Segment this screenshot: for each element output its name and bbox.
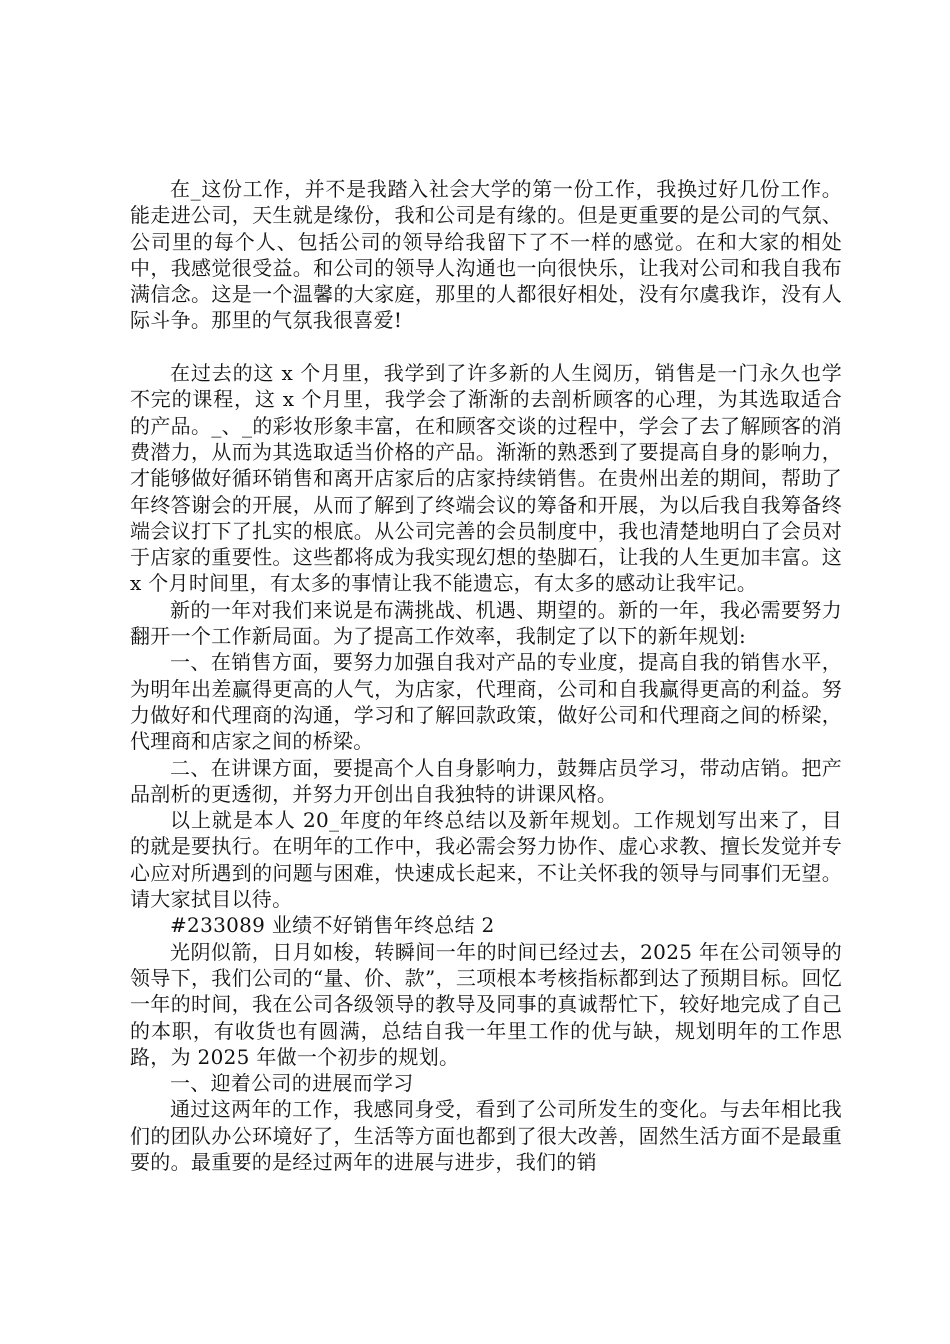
document-body — [130, 176, 842, 1175]
section-title: #233089 业绩不好销售年终总结 2 — [170, 913, 495, 938]
paragraph-year-review: 光阴似箭，日月如梭，转瞬间一年的时间已经过去，2025 年在公司领导的领导下，我们公司的“量、价、款”，三项根本考核指标都到达了预期目标。回忆一年的时间，我在公司各级领导的教导及同事的真诚帮忙下，较好地完成了自己的本职，有收货也有圆满，总结自我一年里工作的优与缺，规划明年的工作思路，为 2025 年做一个初步的规划。 — [130, 939, 842, 1069]
paragraph-experience: 在过去的这 x 个月里，我学到了许多新的人生阅历，销售是一门永久也学不完的课程，这 x 个月里，我学会了渐渐的去剖析顾客的心理，为其选取适合的产品。_、_的彩妆形象丰富，在和顾客交谈的过程中，学会了去了解顾客的消费潜力，从而为其选取适当价格的产品。渐渐的熟悉到了要提高自身的影响力，才能够做好循环销售和离开店家后的店家持续销售。在贵州出差的期间，帮助了年终答谢会的开展，从而了解到了终端会议的筹备和开展，为以后我自我筹备终端会议打下了扎实的根底。从公司完善的会员制度中，我也清楚地明白了会员对于店家的重要性。这些都将成为我实现幻想的垫脚石，让我的人生更加丰富。这 x 个月时间里，有太多的事情让我不能遗忘，有太多的感动让我牢记。 — [130, 361, 842, 596]
paragraph-new-year: 新的一年对我们来说是布满挑战、机遇、期望的。新的一年，我必需要努力翻开一个工作新局面。为了提高工作效率，我制定了以下的新年规划: — [130, 597, 842, 649]
paragraph-learning: 通过这两年的工作，我感同身受，看到了公司所发生的变化。与去年相比我们的团队办公环境好了，生活等方面也都到了很大改善，固然生活方面不是最重要的。最重要的是经过两年的进展与进步，我们的销 — [130, 1097, 842, 1174]
paragraph-sales-plan: 一、在销售方面，要努力加强自我对产品的专业度，提高自我的销售水平，为明年出差赢得更高的人气，为店家，代理商，公司和自我赢得更高的利益。努力做好和代理商的沟通，学习和了解回款政策，做好公司和代理商之间的桥梁，代理商和店家之间的桥梁。 — [130, 650, 842, 754]
paragraph-intro: 在_这份工作，并不是我踏入社会大学的第一份工作，我换过好几份工作。能走进公司，天生就是缘份，我和公司是有缘的。但是更重要的是公司的气氛、公司里的每个人、包括公司的领导给我留下了不一样的感觉。在和大家的相处中，我感觉很受益。和公司的领导人沟通也一向很快乐，让我对公司和我自我布满信念。这是一个温馨的大家庭，那里的人都很好相处，没有尔虞我诈，没有人际斗争。那里的气氛我很喜爱! — [130, 177, 842, 333]
paragraph-conclusion: 以上就是本人 20_年度的年终总结以及新年规划。工作规划写出来了，目的就是要执行。在明年的工作中，我必需会努力协作、虚心求教、擅长发觉并专心应对所遇到的问题与困难，快速成长起来，不让关怀我的领导与同事们无望。请大家拭目以待。 — [130, 808, 842, 912]
paragraph-training-plan: 二、在讲课方面，要提高个人自身影响力，鼓舞店员学习，带动店销。把产品剖析的更透彻，并努力开创出自我独特的讲课风格。 — [130, 755, 842, 806]
section-heading-learning: 一、迎着公司的进展而学习 — [170, 1071, 414, 1096]
